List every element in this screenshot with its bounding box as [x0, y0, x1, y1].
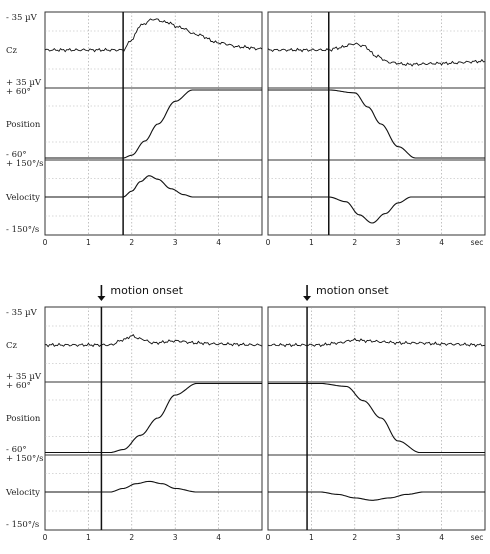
down-arrow-icon: [97, 296, 105, 301]
down-arrow-icon: [303, 296, 311, 301]
row-label-top: + 60°: [6, 87, 31, 97]
row-label-bottom: - 150°/s: [6, 520, 40, 530]
row-label-top: + 150°/s: [6, 159, 44, 169]
row-label-top: - 35 µV: [6, 13, 37, 23]
trace-velocity: [45, 176, 262, 197]
row-label-name: Velocity: [6, 488, 40, 498]
row-label-top: + 150°/s: [6, 454, 44, 464]
row-label-bottom: - 60°: [6, 445, 27, 455]
x-tick-label: 0: [265, 533, 271, 542]
panel-top-right: [266, 12, 485, 247]
x-tick-label: 1: [86, 533, 91, 542]
row-label-name: Position: [6, 414, 41, 424]
trace-velocity: [268, 197, 485, 223]
row-label-top: + 60°: [6, 381, 31, 391]
row-label-name: Cz: [6, 341, 17, 351]
onset-label: motion onset: [110, 284, 183, 297]
labels-layer: [5, 13, 44, 530]
x-tick-label: 3: [172, 533, 178, 542]
panel-frame: [45, 307, 262, 530]
trace-position: [268, 90, 485, 158]
panel-frame: [268, 12, 485, 235]
trace-eeg: [45, 19, 262, 52]
panels-layer: [43, 12, 485, 542]
trace-eeg: [268, 339, 485, 347]
x-unit-label: sec: [470, 533, 484, 542]
x-tick-label: 4: [439, 533, 444, 542]
x-tick-label: 4: [216, 238, 221, 247]
trace-velocity: [268, 492, 485, 500]
trace-eeg: [268, 43, 485, 66]
x-tick-label: 0: [265, 238, 271, 247]
row-label-name: Position: [6, 120, 41, 130]
x-unit-label: sec: [470, 238, 484, 247]
x-tick-label: 1: [309, 533, 314, 542]
row-label-top: - 35 µV: [6, 308, 37, 318]
x-tick-label: 3: [395, 238, 401, 247]
x-tick-label: 3: [395, 533, 401, 542]
x-tick-label: 4: [439, 238, 444, 247]
panel-bottom-left: [43, 284, 262, 542]
x-tick-label: 2: [352, 238, 358, 247]
row-label-bottom: + 35 µV: [6, 372, 42, 382]
x-tick-label: 0: [42, 238, 48, 247]
row-label-name: Cz: [6, 46, 17, 56]
panel-bottom-right: [266, 284, 485, 542]
x-tick-label: 0: [42, 533, 48, 542]
row-label-bottom: - 150°/s: [6, 225, 40, 235]
trace-eeg: [45, 335, 262, 347]
x-tick-label: 1: [86, 238, 91, 247]
onset-label: motion onset: [316, 284, 389, 297]
row-label-name: Velocity: [6, 193, 40, 203]
row-label-bottom: + 35 µV: [6, 78, 42, 88]
x-tick-label: 2: [352, 533, 358, 542]
x-tick-label: 2: [129, 533, 135, 542]
trace-position: [45, 90, 262, 158]
trace-position: [268, 384, 485, 453]
x-tick-label: 3: [172, 238, 178, 247]
x-tick-label: 1: [309, 238, 314, 247]
row-label-bottom: - 60°: [6, 150, 27, 160]
panel-top-left: [43, 12, 262, 247]
x-tick-label: 4: [216, 533, 221, 542]
trace-velocity: [45, 481, 262, 492]
trace-position: [45, 384, 262, 453]
panel-frame: [45, 12, 262, 235]
x-tick-label: 2: [129, 238, 135, 247]
